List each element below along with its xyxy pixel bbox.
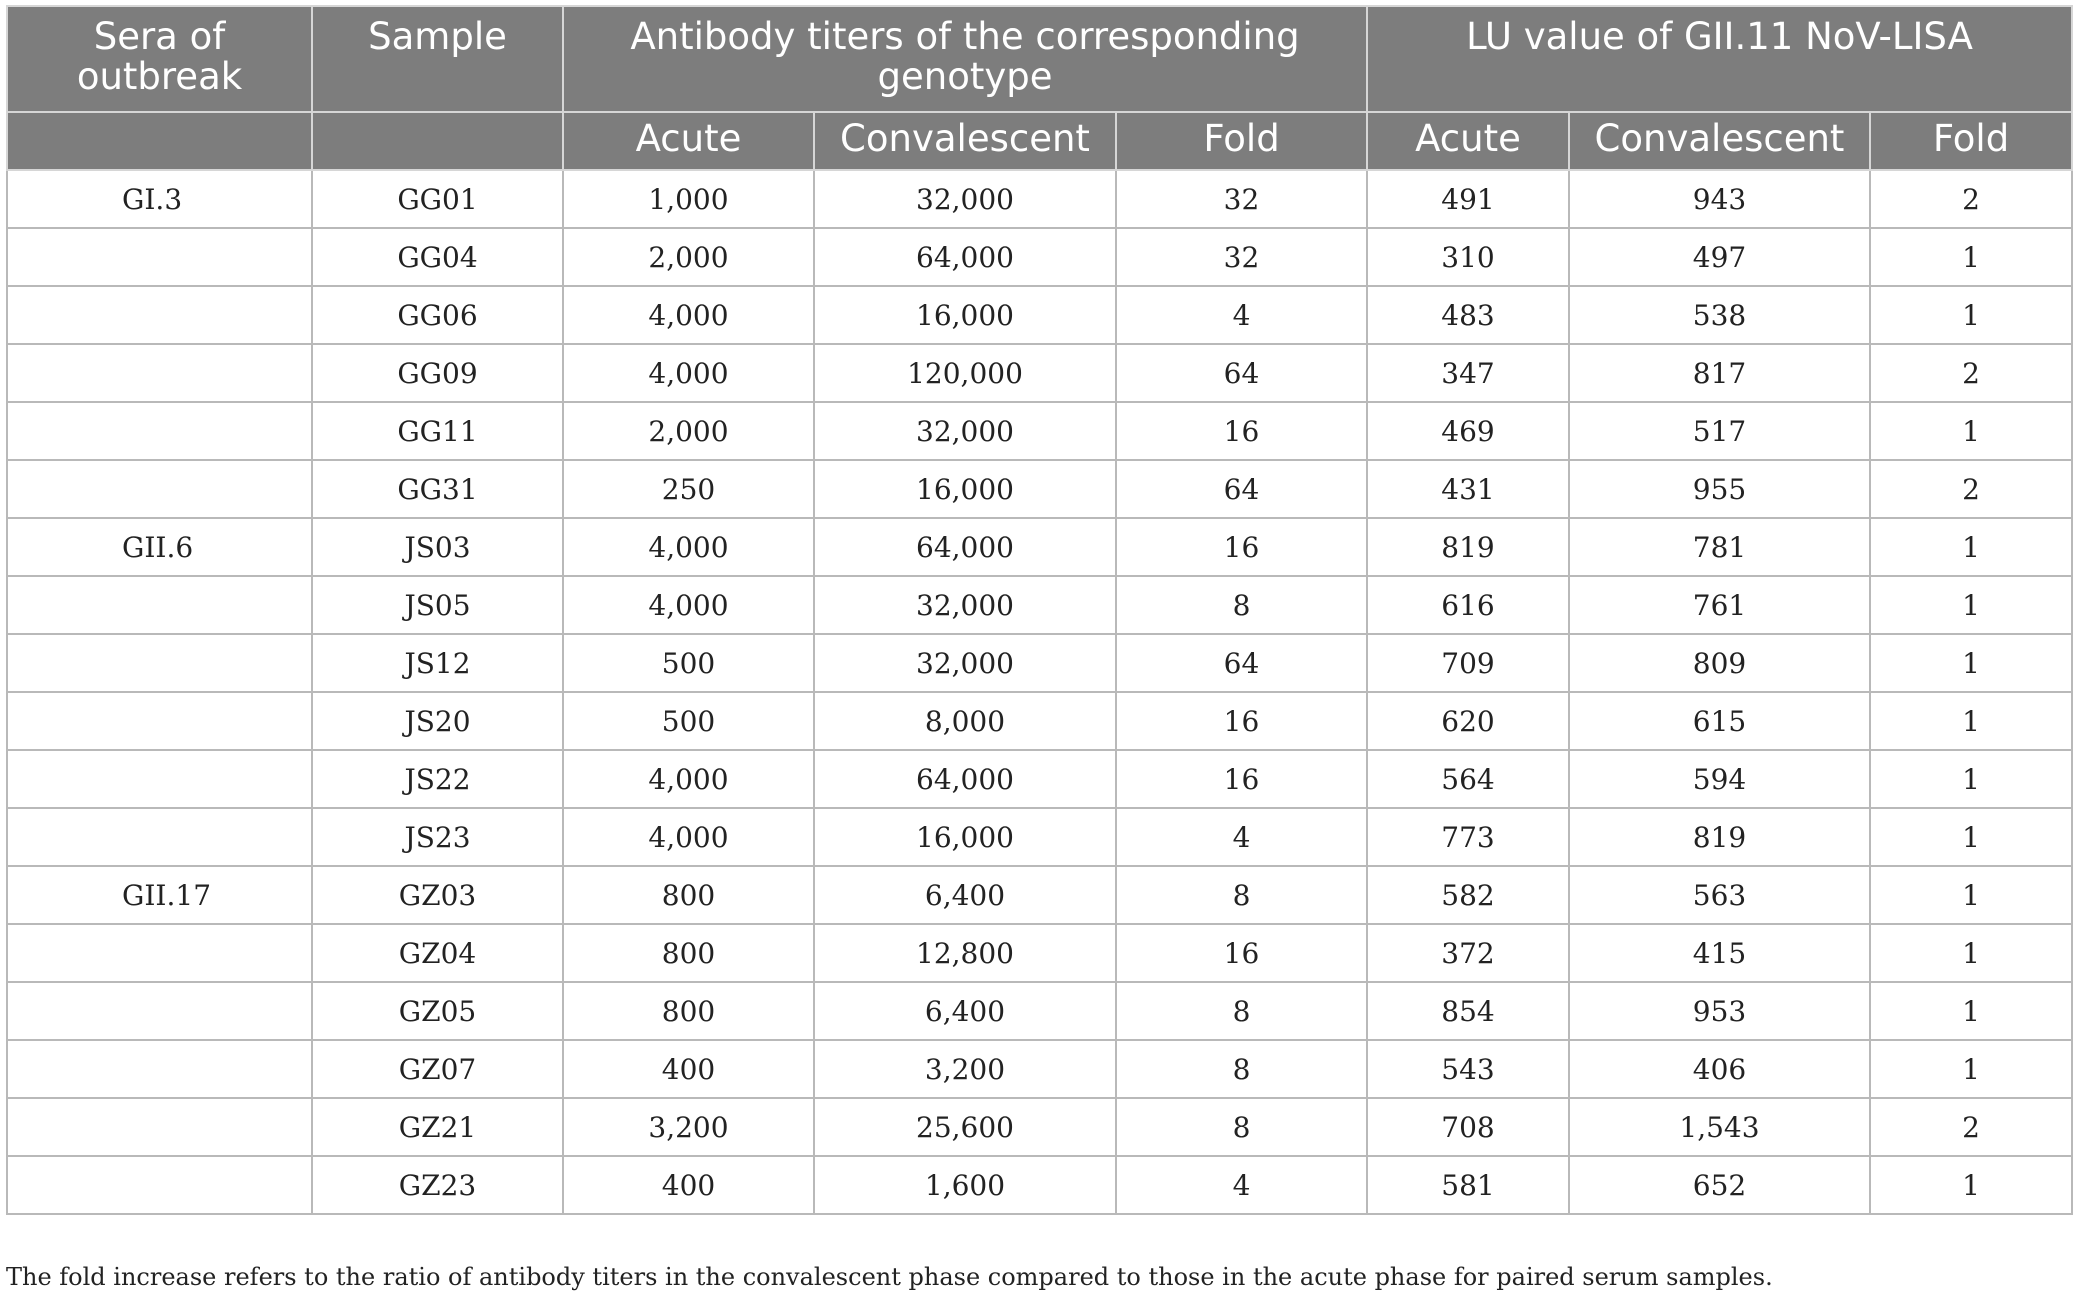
cell-antibody-acute: 500 [563,634,814,692]
cell-antibody-convalescent: 6,400 [814,866,1116,924]
cell-antibody-acute: 800 [563,924,814,982]
cell-lu-fold: 2 [1870,344,2072,402]
cell-lu-fold: 1 [1870,1156,2072,1214]
header-empty-2 [312,112,563,170]
table-row [7,576,2072,634]
table-row [7,692,2072,750]
data-table-container [6,5,2071,1215]
cell-antibody-fold: 64 [1116,634,1367,692]
table-row [7,402,2072,460]
cell-antibody-fold: 16 [1116,402,1367,460]
cell-sera-of-outbreak [7,344,312,402]
cell-antibody-convalescent: 16,000 [814,808,1116,866]
cell-lu-fold: 1 [1870,518,2072,576]
cell-antibody-convalescent: 25,600 [814,1098,1116,1156]
cell-lu-acute: 469 [1367,402,1569,460]
header-empty-1 [7,112,312,170]
cell-sera-of-outbreak [7,924,312,982]
cell-antibody-fold: 64 [1116,460,1367,518]
cell-antibody-fold: 16 [1116,518,1367,576]
cell-lu-acute: 819 [1367,518,1569,576]
cell-lu-fold: 1 [1870,286,2072,344]
cell-sample: GG06 [312,286,563,344]
table-row [7,344,2072,402]
header-row-sub [7,112,2072,170]
cell-antibody-acute: 3,200 [563,1098,814,1156]
cell-sample: JS03 [312,518,563,576]
cell-lu-acute: 431 [1367,460,1569,518]
cell-sample: GZ05 [312,982,563,1040]
cell-lu-convalescent: 594 [1569,750,1870,808]
table-row [7,982,2072,1040]
cell-antibody-fold: 16 [1116,692,1367,750]
cell-lu-acute: 620 [1367,692,1569,750]
cell-sample: GG31 [312,460,563,518]
cell-lu-acute: 581 [1367,1156,1569,1214]
cell-antibody-fold: 8 [1116,576,1367,634]
table-row [7,170,2072,228]
cell-antibody-convalescent: 1,600 [814,1156,1116,1214]
cell-antibody-convalescent: 16,000 [814,460,1116,518]
cell-antibody-fold: 4 [1116,286,1367,344]
cell-antibody-convalescent: 8,000 [814,692,1116,750]
cell-lu-convalescent: 761 [1569,576,1870,634]
cell-sera-of-outbreak [7,808,312,866]
cell-lu-acute: 372 [1367,924,1569,982]
cell-sample: GG11 [312,402,563,460]
cell-antibody-acute: 2,000 [563,228,814,286]
cell-sample: JS12 [312,634,563,692]
cell-lu-fold: 1 [1870,402,2072,460]
cell-lu-fold: 2 [1870,170,2072,228]
table-row [7,1040,2072,1098]
cell-antibody-fold: 4 [1116,1156,1367,1214]
cell-sera-of-outbreak [7,460,312,518]
cell-lu-convalescent: 955 [1569,460,1870,518]
cell-antibody-fold: 16 [1116,750,1367,808]
cell-sample: JS23 [312,808,563,866]
table-row [7,924,2072,982]
cell-lu-convalescent: 517 [1569,402,1870,460]
header-row-main [7,6,2072,112]
cell-lu-convalescent: 819 [1569,808,1870,866]
cell-sera-of-outbreak [7,228,312,286]
cell-antibody-acute: 250 [563,460,814,518]
cell-lu-convalescent: 809 [1569,634,1870,692]
table-row [7,286,2072,344]
cell-lu-convalescent: 538 [1569,286,1870,344]
cell-lu-acute: 708 [1367,1098,1569,1156]
cell-sera-of-outbreak: GI.3 [7,170,312,228]
table-row [7,1098,2072,1156]
cell-sera-of-outbreak: GII.6 [7,518,312,576]
cell-lu-acute: 773 [1367,808,1569,866]
cell-antibody-fold: 8 [1116,1040,1367,1098]
cell-lu-fold: 1 [1870,576,2072,634]
cell-lu-acute: 543 [1367,1040,1569,1098]
cell-antibody-fold: 64 [1116,344,1367,402]
table-row [7,1156,2072,1214]
antibody-titer-table [6,5,2073,1215]
cell-lu-convalescent: 563 [1569,866,1870,924]
cell-sera-of-outbreak: GII.17 [7,866,312,924]
table-row [7,866,2072,924]
cell-antibody-acute: 800 [563,866,814,924]
cell-lu-fold: 2 [1870,1098,2072,1156]
cell-sample: GZ04 [312,924,563,982]
cell-antibody-fold: 32 [1116,228,1367,286]
cell-lu-acute: 582 [1367,866,1569,924]
cell-antibody-acute: 4,000 [563,808,814,866]
cell-antibody-fold: 16 [1116,924,1367,982]
cell-sample: GZ23 [312,1156,563,1214]
header-lu-fold: Fold [1870,112,2072,170]
cell-antibody-convalescent: 12,800 [814,924,1116,982]
header-lu-acute: Acute [1367,112,1569,170]
cell-lu-fold: 1 [1870,750,2072,808]
cell-sera-of-outbreak [7,982,312,1040]
table-body [7,170,2072,1214]
cell-lu-convalescent: 943 [1569,170,1870,228]
cell-sera-of-outbreak [7,402,312,460]
cell-antibody-acute: 2,000 [563,402,814,460]
cell-lu-convalescent: 615 [1569,692,1870,750]
cell-lu-convalescent: 781 [1569,518,1870,576]
cell-antibody-fold: 8 [1116,1098,1367,1156]
cell-sera-of-outbreak [7,634,312,692]
cell-lu-fold: 1 [1870,692,2072,750]
cell-antibody-convalescent: 32,000 [814,170,1116,228]
cell-lu-acute: 854 [1367,982,1569,1040]
cell-lu-convalescent: 953 [1569,982,1870,1040]
cell-sample: GG09 [312,344,563,402]
cell-lu-fold: 1 [1870,1040,2072,1098]
cell-lu-convalescent: 497 [1569,228,1870,286]
header-antibody-titers: Antibody titers of the corresponding genotype [563,6,1367,112]
cell-lu-convalescent: 817 [1569,344,1870,402]
cell-lu-convalescent: 406 [1569,1040,1870,1098]
cell-antibody-acute: 800 [563,982,814,1040]
cell-sera-of-outbreak [7,750,312,808]
cell-antibody-convalescent: 32,000 [814,402,1116,460]
cell-sera-of-outbreak [7,1156,312,1214]
cell-sample: GZ07 [312,1040,563,1098]
cell-sample: JS22 [312,750,563,808]
cell-lu-acute: 491 [1367,170,1569,228]
table-row [7,518,2072,576]
cell-antibody-convalescent: 64,000 [814,518,1116,576]
cell-lu-fold: 2 [1870,460,2072,518]
cell-antibody-acute: 4,000 [563,518,814,576]
cell-antibody-convalescent: 16,000 [814,286,1116,344]
cell-antibody-convalescent: 64,000 [814,228,1116,286]
cell-sera-of-outbreak [7,1098,312,1156]
cell-lu-fold: 1 [1870,866,2072,924]
cell-sera-of-outbreak [7,576,312,634]
cell-lu-fold: 1 [1870,634,2072,692]
cell-lu-acute: 616 [1367,576,1569,634]
cell-lu-acute: 709 [1367,634,1569,692]
cell-lu-acute: 483 [1367,286,1569,344]
cell-antibody-fold: 8 [1116,982,1367,1040]
cell-sera-of-outbreak [7,286,312,344]
cell-lu-fold: 1 [1870,228,2072,286]
cell-antibody-convalescent: 64,000 [814,750,1116,808]
cell-lu-fold: 1 [1870,808,2072,866]
header-sample: Sample [312,6,563,112]
cell-sample: JS20 [312,692,563,750]
table-row [7,634,2072,692]
cell-antibody-convalescent: 6,400 [814,982,1116,1040]
table-row [7,228,2072,286]
table-row [7,808,2072,866]
cell-lu-fold: 1 [1870,982,2072,1040]
cell-lu-convalescent: 415 [1569,924,1870,982]
cell-lu-acute: 347 [1367,344,1569,402]
header-lu-convalescent: Convalescent [1569,112,1870,170]
cell-antibody-fold: 4 [1116,808,1367,866]
cell-sample: GZ21 [312,1098,563,1156]
cell-lu-acute: 564 [1367,750,1569,808]
cell-lu-convalescent: 652 [1569,1156,1870,1214]
cell-antibody-acute: 400 [563,1156,814,1214]
cell-antibody-fold: 8 [1116,866,1367,924]
table-row [7,750,2072,808]
cell-antibody-convalescent: 32,000 [814,576,1116,634]
cell-antibody-acute: 400 [563,1040,814,1098]
cell-antibody-acute: 500 [563,692,814,750]
header-antibody-fold: Fold [1116,112,1367,170]
header-sera-of-outbreak: Sera of outbreak [7,6,312,112]
cell-sample: JS05 [312,576,563,634]
cell-lu-convalescent: 1,543 [1569,1098,1870,1156]
header-antibody-acute: Acute [563,112,814,170]
cell-sample: GG04 [312,228,563,286]
cell-antibody-convalescent: 3,200 [814,1040,1116,1098]
header-lu-value: LU value of GII.11 NoV-LISA [1367,6,2072,112]
cell-antibody-convalescent: 32,000 [814,634,1116,692]
cell-antibody-acute: 4,000 [563,750,814,808]
cell-sample: GZ03 [312,866,563,924]
cell-antibody-convalescent: 120,000 [814,344,1116,402]
cell-antibody-fold: 32 [1116,170,1367,228]
cell-sample: GG01 [312,170,563,228]
cell-lu-acute: 310 [1367,228,1569,286]
cell-sera-of-outbreak [7,1040,312,1098]
cell-antibody-acute: 1,000 [563,170,814,228]
table-footnote: The fold increase refers to the ratio of antibody titers in the convalescent phase compared to those in the acute phase for paired serum samples. [6,1263,1773,1291]
cell-sera-of-outbreak [7,692,312,750]
table-row [7,460,2072,518]
cell-antibody-acute: 4,000 [563,344,814,402]
cell-antibody-acute: 4,000 [563,576,814,634]
header-antibody-convalescent: Convalescent [814,112,1116,170]
cell-lu-fold: 1 [1870,924,2072,982]
cell-antibody-acute: 4,000 [563,286,814,344]
